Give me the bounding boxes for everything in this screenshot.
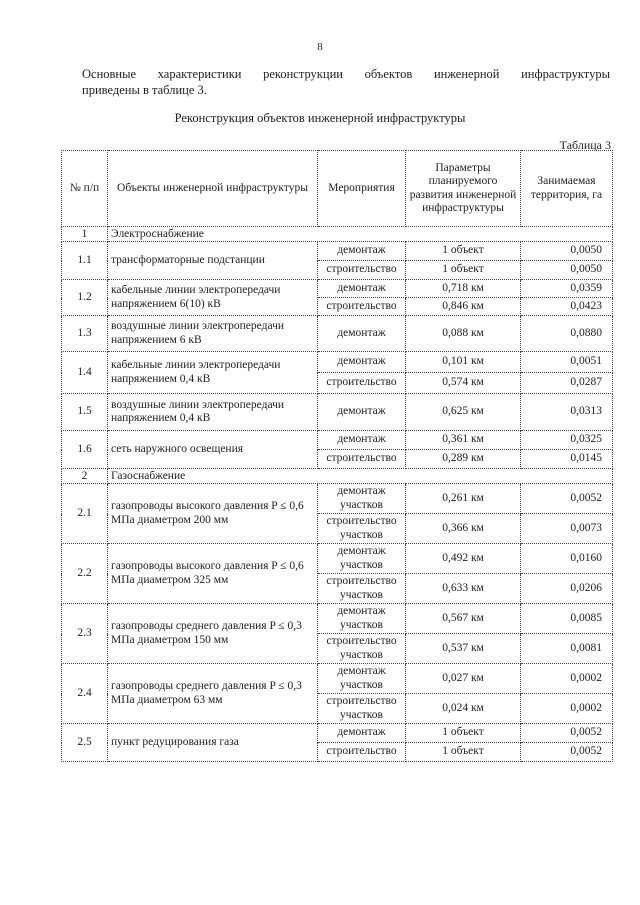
- row-area: 0,0325: [521, 431, 613, 450]
- row-num: 1.3: [62, 316, 108, 352]
- header-num: № п/п: [62, 151, 108, 227]
- row-param: 0,366 км: [406, 514, 521, 544]
- row-param: 0,625 км: [406, 394, 521, 431]
- header-area: Занимаемая территория, га: [521, 151, 613, 227]
- row-area: 0,0002: [521, 694, 613, 724]
- table-row: [62, 352, 613, 373]
- row-area: 0,0052: [521, 743, 613, 762]
- row-measure: демонтаж участков: [318, 604, 406, 634]
- row-area: 0,0073: [521, 514, 613, 544]
- table-row: [62, 604, 613, 634]
- row-num: 1.5: [62, 394, 108, 431]
- section-num: 2: [62, 469, 108, 484]
- row-object: газопроводы среднего давления P ≤ 0,3 МПа диаметром 63 мм: [108, 664, 318, 724]
- row-param: 0,574 км: [406, 373, 521, 394]
- row-num: 2.4: [62, 664, 108, 724]
- table-label: Таблица 3: [559, 138, 611, 152]
- section-row: [62, 227, 613, 242]
- header-measure: Мероприятия: [318, 151, 406, 227]
- row-num: 1.4: [62, 352, 108, 394]
- row-param: 0,633 км: [406, 574, 521, 604]
- intro-line-2: приведены в таблице 3.: [82, 83, 207, 97]
- row-measure: строительство: [318, 743, 406, 762]
- table-row: [62, 484, 613, 514]
- section-num: 1: [62, 227, 108, 242]
- row-area: 0,0313: [521, 394, 613, 431]
- section-name: Электроснабжение: [108, 227, 613, 242]
- row-param: 1 объект: [406, 261, 521, 280]
- table-title: Реконструкция объектов инженерной инфраструктуры: [174, 111, 466, 125]
- row-param: 0,289 км: [406, 450, 521, 469]
- row-area: 0,0002: [521, 664, 613, 694]
- row-param: 0,718 км: [406, 280, 521, 298]
- infrastructure-table: [61, 150, 613, 762]
- row-param: 0,101 км: [406, 352, 521, 373]
- row-area: 0,0145: [521, 450, 613, 469]
- row-measure: демонтаж: [318, 431, 406, 450]
- row-num: 2.2: [62, 544, 108, 604]
- row-param: 0,024 км: [406, 694, 521, 724]
- section-row: [62, 469, 613, 484]
- row-measure: строительство: [318, 298, 406, 316]
- header-params: Параметры планируемого развития инженерной инфраструктуры: [406, 151, 521, 227]
- table-row: [62, 280, 613, 298]
- table-row: [62, 544, 613, 574]
- row-area: 0,0051: [521, 352, 613, 373]
- row-measure: строительство участков: [318, 694, 406, 724]
- row-num: 1.6: [62, 431, 108, 469]
- row-param: 0,261 км: [406, 484, 521, 514]
- row-param: 0,027 км: [406, 664, 521, 694]
- row-object: воздушные линии электропередачи напряжением 6 кВ: [108, 316, 318, 352]
- table-row: [62, 394, 613, 431]
- row-object: воздушные линии электропередачи напряжением 0,4 кВ: [108, 394, 318, 431]
- row-area: 0,0423: [521, 298, 613, 316]
- row-area: 0,0287: [521, 373, 613, 394]
- row-param: 1 объект: [406, 743, 521, 762]
- row-object: трансформаторные подстанции: [108, 242, 318, 280]
- row-object: пункт редуцирования газа: [108, 724, 318, 762]
- table-row: [62, 431, 613, 450]
- row-area: 0,0050: [521, 242, 613, 261]
- row-area: 0,0081: [521, 634, 613, 664]
- row-object: сеть наружного освещения: [108, 431, 318, 469]
- row-measure: демонтаж: [318, 352, 406, 373]
- table-row: [62, 242, 613, 261]
- row-measure: демонтаж участков: [318, 484, 406, 514]
- row-object: газопроводы высокого давления P ≤ 0,6 МПа диаметром 325 мм: [108, 544, 318, 604]
- row-area: 0,0359: [521, 280, 613, 298]
- row-measure: строительство участков: [318, 574, 406, 604]
- header-object: Объекты инженерной инфраструктуры: [108, 151, 318, 227]
- row-area: 0,0206: [521, 574, 613, 604]
- row-object: газопроводы среднего давления P ≤ 0,3 МПа диаметром 150 мм: [108, 604, 318, 664]
- row-param: 1 объект: [406, 724, 521, 743]
- row-area: 0,0160: [521, 544, 613, 574]
- row-area: 0,0052: [521, 724, 613, 743]
- table-row: [62, 724, 613, 743]
- row-num: 1.1: [62, 242, 108, 280]
- row-num: 2.3: [62, 604, 108, 664]
- table-row: [62, 664, 613, 694]
- intro-line-1: Основные характеристики реконструкции объектов инженерной инфраструктуры: [82, 67, 610, 81]
- row-num: 2.5: [62, 724, 108, 762]
- header-row: [62, 151, 613, 227]
- page-number: 8: [317, 41, 323, 53]
- row-measure: демонтаж: [318, 316, 406, 352]
- row-measure: строительство: [318, 450, 406, 469]
- row-measure: строительство участков: [318, 514, 406, 544]
- row-measure: демонтаж: [318, 724, 406, 743]
- row-measure: демонтаж участков: [318, 544, 406, 574]
- row-area: 0,0880: [521, 316, 613, 352]
- row-param: 1 объект: [406, 242, 521, 261]
- row-num: 2.1: [62, 484, 108, 544]
- row-measure: демонтаж: [318, 280, 406, 298]
- section-name: Газоснабжение: [108, 469, 613, 484]
- row-area: 0,0052: [521, 484, 613, 514]
- row-param: 0,537 км: [406, 634, 521, 664]
- table-row: [62, 316, 613, 352]
- row-param: 0,846 км: [406, 298, 521, 316]
- row-param: 0,567 км: [406, 604, 521, 634]
- row-num: 1.2: [62, 280, 108, 316]
- row-param: 0,492 км: [406, 544, 521, 574]
- row-param: 0,088 км: [406, 316, 521, 352]
- row-measure: строительство: [318, 261, 406, 280]
- row-measure: строительство: [318, 373, 406, 394]
- row-area: 0,0085: [521, 604, 613, 634]
- row-object: газопроводы высокого давления P ≤ 0,6 МПа диаметром 200 мм: [108, 484, 318, 544]
- row-measure: демонтаж: [318, 394, 406, 431]
- row-object: кабельные линии электропередачи напряжением 6(10) кВ: [108, 280, 318, 316]
- row-measure: демонтаж участков: [318, 664, 406, 694]
- row-param: 0,361 км: [406, 431, 521, 450]
- row-object: кабельные линии электропередачи напряжением 0,4 кВ: [108, 352, 318, 394]
- row-area: 0,0050: [521, 261, 613, 280]
- row-measure: демонтаж: [318, 242, 406, 261]
- row-measure: строительство участков: [318, 634, 406, 664]
